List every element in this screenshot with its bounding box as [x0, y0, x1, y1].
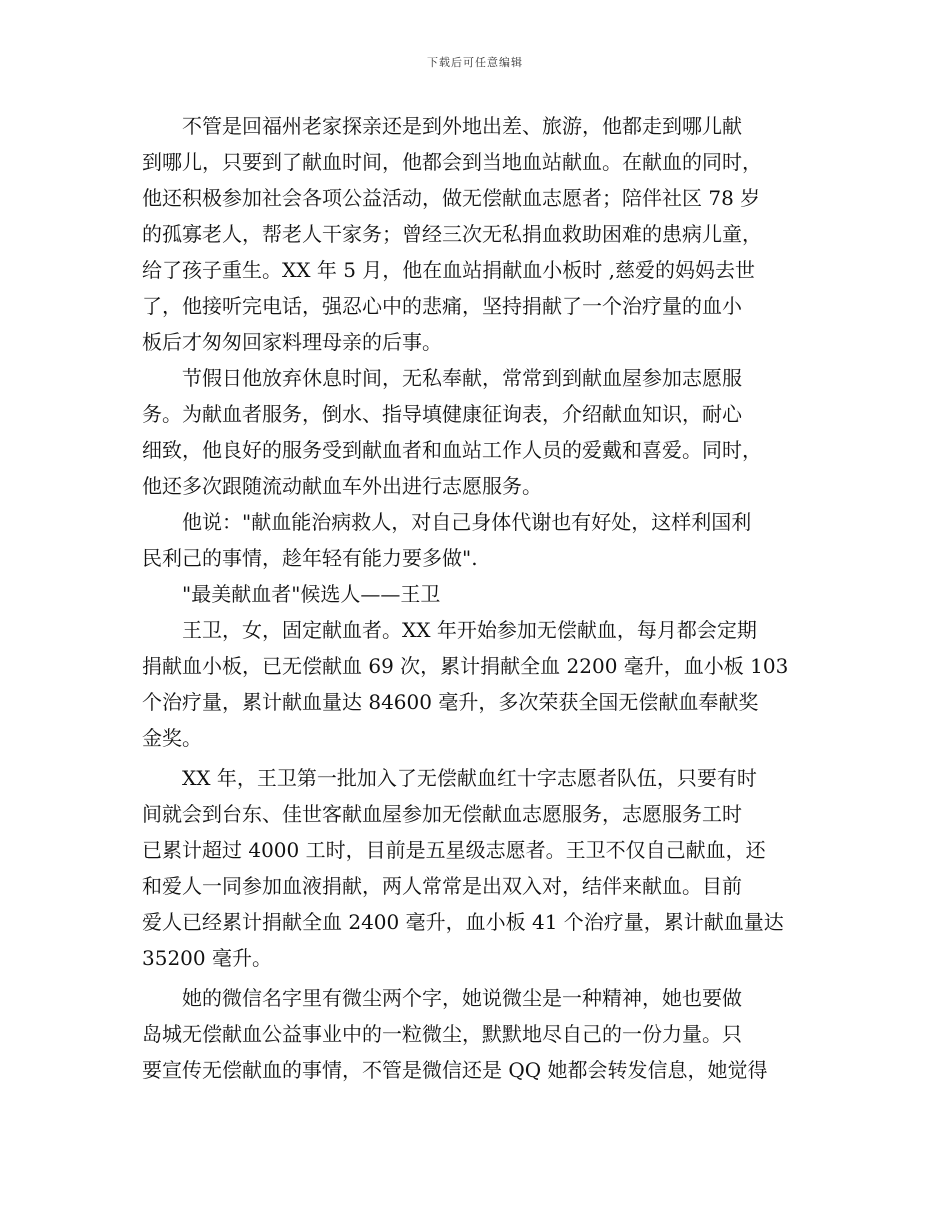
text-line: 王卫，女，固定献血者。XX 年开始参加无偿献血，每月都会定期 [182, 618, 757, 642]
text-line: 已累计超过 4000 工时，目前是五星级志愿者。王卫不仅自己献血，还 [142, 838, 766, 862]
text-line: 35200 毫升。 [142, 946, 272, 970]
section-heading [142, 576, 810, 612]
text-line: XX 年，王卫第一批加入了无偿献血红十字志愿者队伍，只要有时 [182, 766, 757, 790]
text-line: 和爱人一同参加血液捐献，两人常常是出双入对，结伴来献血。目前 [142, 874, 742, 898]
heading-line: "最美献血者"候选人——王卫 [182, 582, 441, 606]
text-line: 的孤寡老人，帮老人干家务；曾经三次无私捐血救助困难的患病儿童， [142, 222, 762, 246]
text-line: 金奖。 [142, 726, 202, 750]
text-line: 民利己的事情，趁年轻有能力要多做". [142, 546, 478, 570]
text-line: 爱人已经累计捐献全血 2400 毫升，血小板 41 个治疗量，累计献血量达 [142, 910, 784, 934]
text-line: 务。为献血者服务，倒水、指导填健康征询表，介绍献血知识，耐心 [142, 402, 742, 426]
text-line: 间就会到台东、佳世客献血屋参加无偿献血志愿服务，志愿服务工时 [142, 802, 742, 826]
document-body [142, 108, 810, 1088]
text-line: 他说："献血能治病救人，对自己身体代谢也有好处，这样利国利 [182, 510, 752, 534]
text-line: 了，他接听完电话，强忍心中的悲痛，坚持捐献了一个治疗量的血小 [142, 294, 742, 318]
text-line: 到哪儿，只要到了献血时间，他都会到当地血站献血。在献血的同时， [142, 150, 762, 174]
page-header: 下载后可任意编辑 [427, 56, 523, 69]
text-line: 节假日他放弃休息时间，无私奉献，常常到到献血屋参加志愿服 [182, 366, 742, 390]
text-line: 板后才匆匆回家料理母亲的后事。 [142, 330, 442, 354]
text-line: 个治疗量，累计献血量达 84600 毫升，多次荣获全国无偿献血奉献奖 [142, 690, 759, 714]
text-line: 他还多次跟随流动献血车外出进行志愿服务。 [142, 474, 542, 498]
paragraph [142, 612, 810, 756]
text-line: 给了孩子重生。XX 年 5 月，他在血站捐献血小板时 ,慈爱的妈妈去世 [142, 258, 755, 282]
paragraph [142, 108, 810, 360]
paragraph [142, 504, 810, 576]
text-line: 细致，他良好的服务受到献血者和血站工作人员的爱戴和喜爱。同时， [142, 438, 762, 462]
paragraph [142, 360, 810, 504]
text-line: 她的微信名字里有微尘两个字，她说微尘是一种精神，她也要做 [182, 986, 742, 1010]
text-line: 岛城无偿献血公益事业中的一粒微尘，默默地尽自己的一份力量。只 [142, 1022, 742, 1046]
paragraph [142, 980, 810, 1088]
text-line: 捐献血小板，已无偿献血 69 次，累计捐献全血 2200 毫升，血小板 103 [142, 654, 789, 678]
text-line: 不管是回福州老家探亲还是到外地出差、旅游，他都走到哪儿献 [182, 114, 742, 138]
text-line: 他还积极参加社会各项公益活动，做无偿献血志愿者；陪伴社区 78 岁 [142, 186, 761, 210]
text-line: 要宣传无偿献血的事情，不管是微信还是 QQ 她都会转发信息，她觉得 [142, 1058, 768, 1082]
paragraph [142, 760, 810, 976]
